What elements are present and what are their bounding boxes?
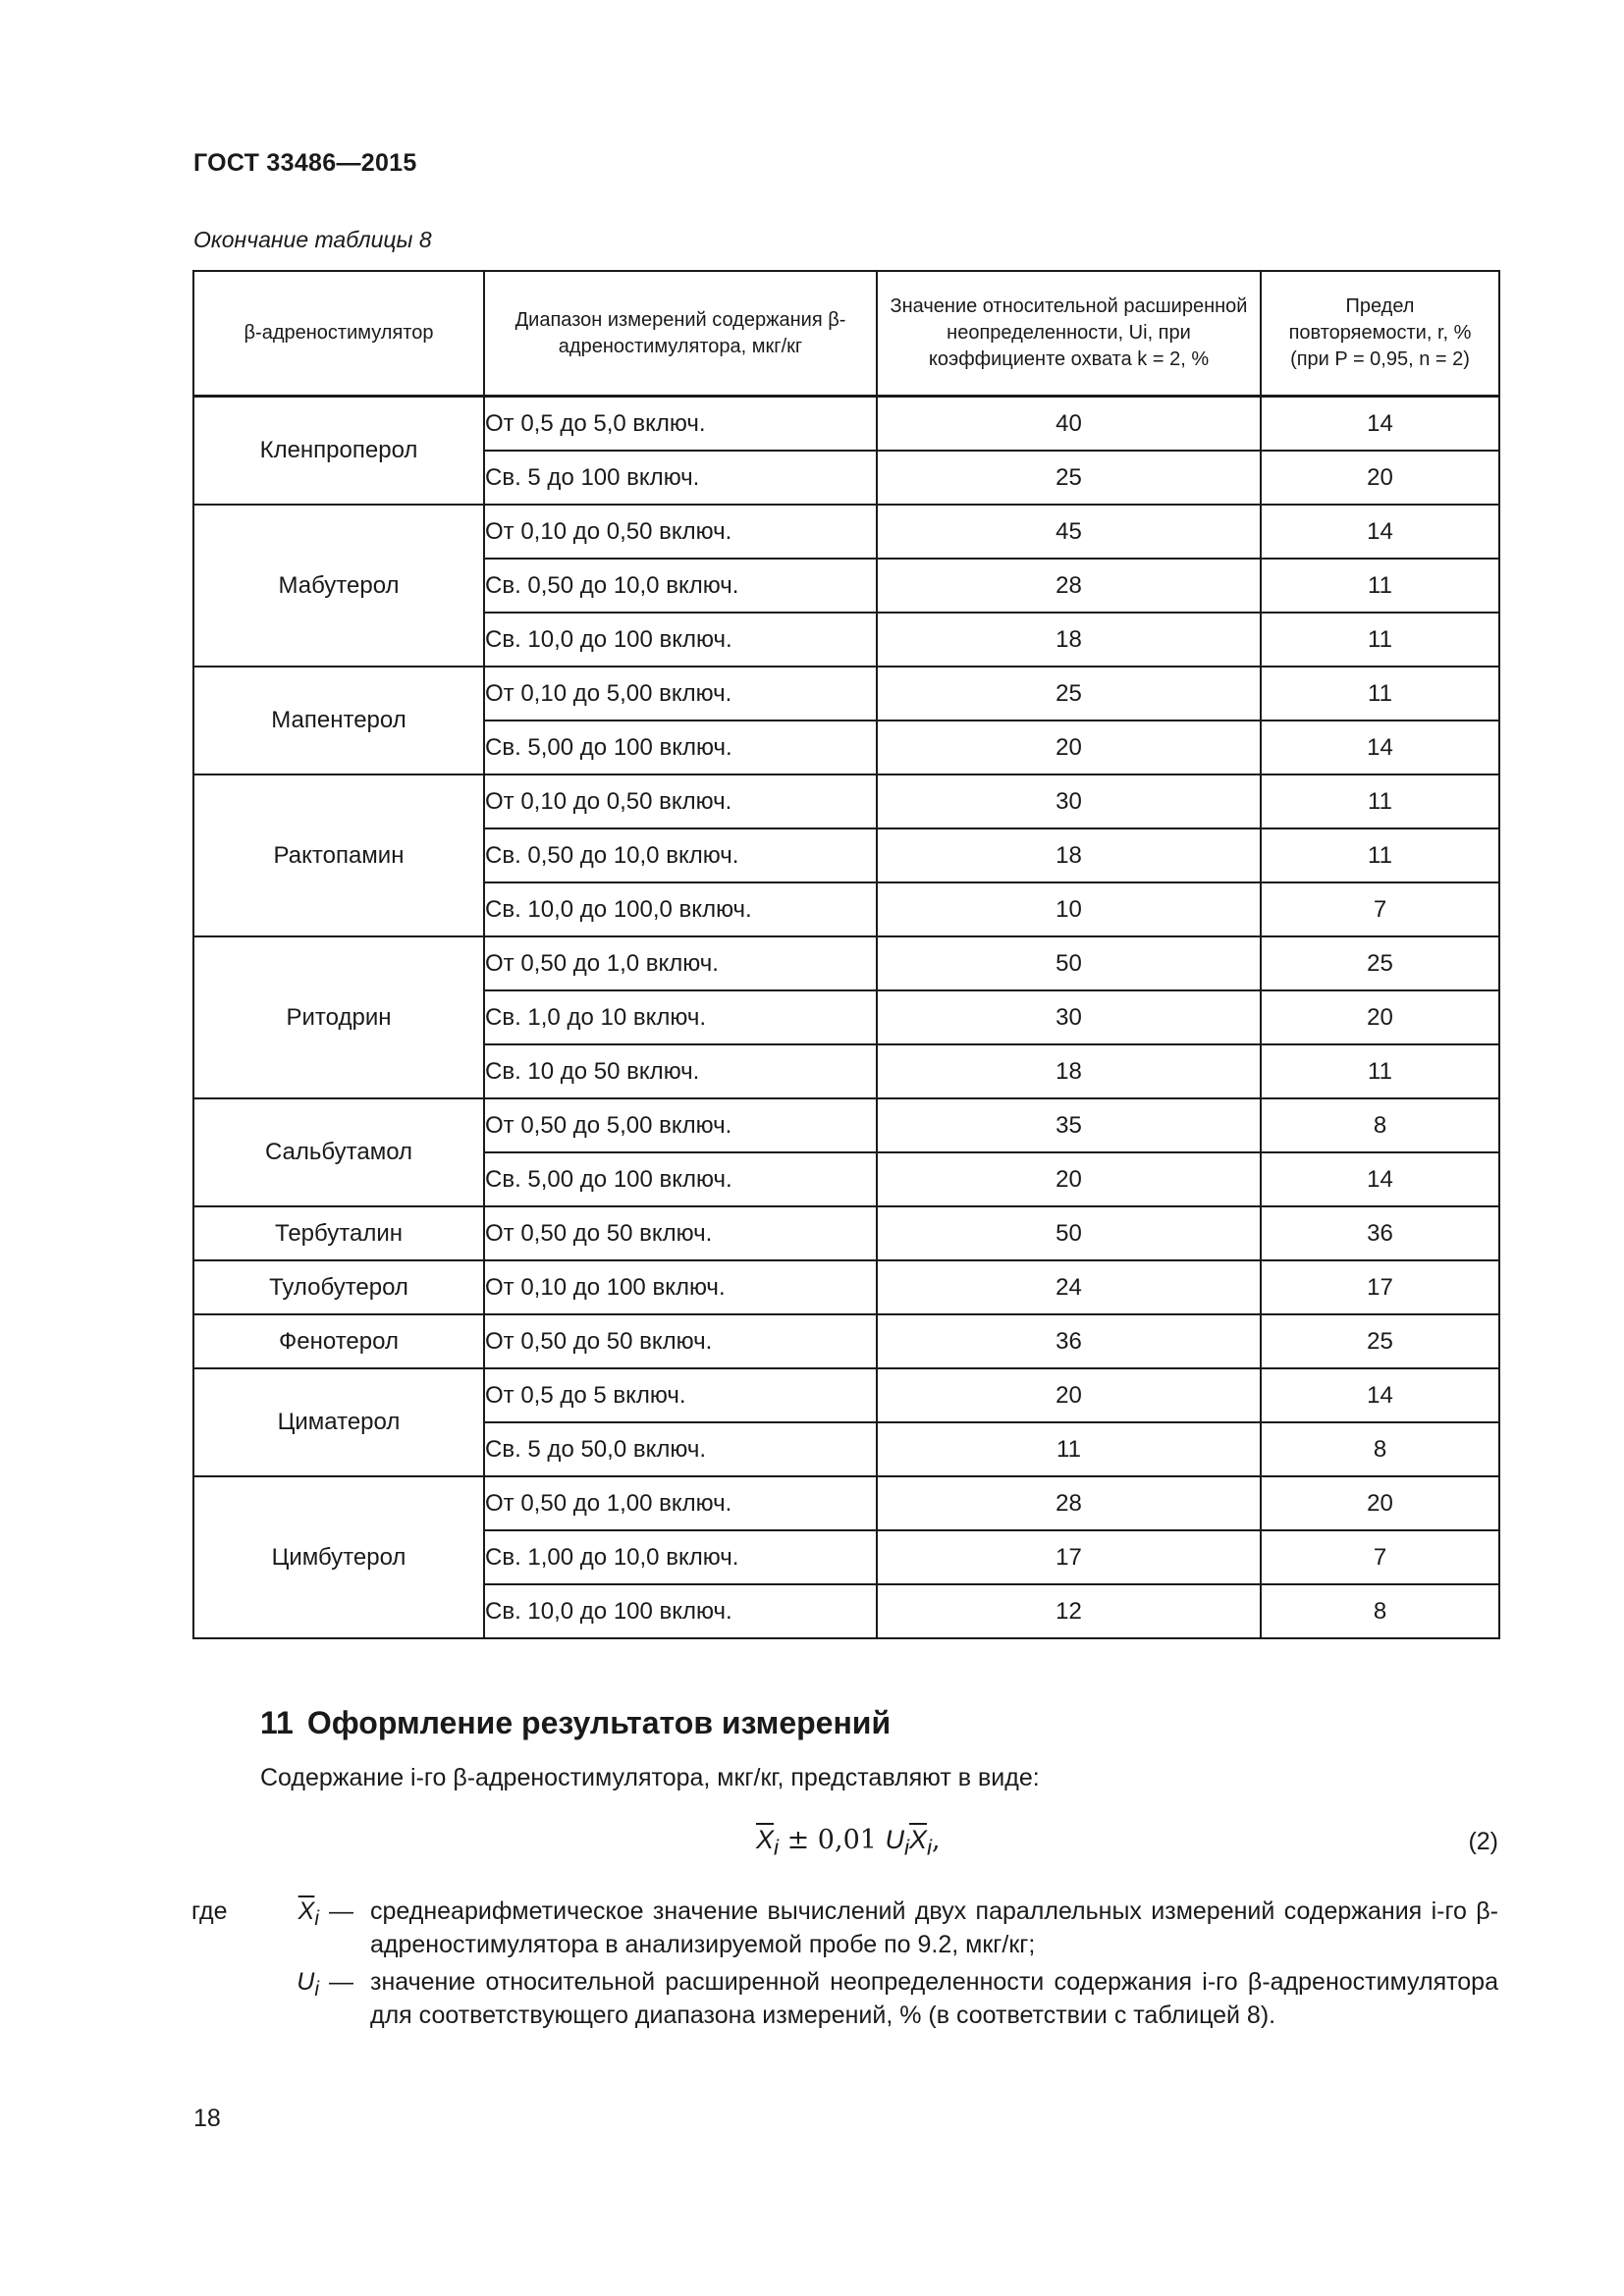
table-row <box>193 667 1499 721</box>
uncertainty-cell: 40 <box>877 397 1261 452</box>
section-number: 11 <box>260 1705 294 1740</box>
formula-comma: , <box>932 1825 941 1855</box>
uncertainty-cell: 18 <box>877 613 1261 667</box>
repeatability-cell: 25 <box>1261 1314 1499 1368</box>
table-row <box>193 1368 1499 1422</box>
substance-cell: Фенотерол <box>193 1314 484 1368</box>
formula-u-subscript: i <box>904 1835 910 1860</box>
table-row <box>193 1476 1499 1530</box>
range-cell: Св. 1,0 до 10 включ. <box>484 990 877 1044</box>
range-cell: Св. 1,00 до 10,0 включ. <box>484 1530 877 1584</box>
repeatability-cell: 36 <box>1261 1206 1499 1260</box>
range-cell: Св. 10,0 до 100 включ. <box>484 1584 877 1638</box>
range-cell: Св. 5 до 100 включ. <box>484 451 877 505</box>
range-cell: Св. 5,00 до 100 включ. <box>484 1152 877 1206</box>
repeatability-cell: 14 <box>1261 397 1499 452</box>
page-number: 18 <box>193 2105 221 2132</box>
uncertainty-cell: 12 <box>877 1584 1261 1638</box>
repeatability-cell: 20 <box>1261 1476 1499 1530</box>
repeatability-cell: 14 <box>1261 1152 1499 1206</box>
table-row <box>193 1098 1499 1152</box>
range-cell: От 0,50 до 50 включ. <box>484 1314 877 1368</box>
table-caption: Окончание таблицы 8 <box>193 227 432 252</box>
uncertainty-cell: 30 <box>877 990 1261 1044</box>
repeatability-cell: 17 <box>1261 1260 1499 1314</box>
repeatability-cell: 20 <box>1261 990 1499 1044</box>
repeatability-cell: 14 <box>1261 505 1499 559</box>
range-cell: От 0,5 до 5 включ. <box>484 1368 877 1422</box>
repeatability-cell: 11 <box>1261 1044 1499 1098</box>
formula-u-symbol: U <box>885 1825 905 1854</box>
table-row <box>193 1260 1499 1314</box>
range-cell: От 0,50 до 1,0 включ. <box>484 936 877 990</box>
uncertainty-cell: 24 <box>877 1260 1261 1314</box>
column-header-substance: β-адреностимулятор <box>193 271 484 397</box>
formula-plus-minus: ± 0,01 <box>779 1825 886 1855</box>
uncertainty-cell: 36 <box>877 1314 1261 1368</box>
substance-cell: Цимбутерол <box>193 1476 484 1638</box>
substance-cell: Циматерол <box>193 1368 484 1476</box>
range-cell: Св. 0,50 до 10,0 включ. <box>484 828 877 882</box>
substance-cell: Сальбутамол <box>193 1098 484 1206</box>
repeatability-cell: 25 <box>1261 936 1499 990</box>
legend-dash: — <box>329 1897 353 1925</box>
repeatability-cell: 7 <box>1261 882 1499 936</box>
uncertainty-cell: 20 <box>877 1152 1261 1206</box>
uncertainty-cell: 20 <box>877 1368 1261 1422</box>
uncertainty-cell: 18 <box>877 1044 1261 1098</box>
table-row <box>193 505 1499 559</box>
repeatability-cell: 14 <box>1261 721 1499 774</box>
repeatability-cell: 20 <box>1261 451 1499 505</box>
formula-mean-subscript: i <box>774 1835 780 1860</box>
range-cell: От 0,50 до 5,00 включ. <box>484 1098 877 1152</box>
range-cell: От 0,10 до 100 включ. <box>484 1260 877 1314</box>
formula-legend <box>191 1895 1498 2036</box>
range-cell: От 0,5 до 5,0 включ. <box>484 397 877 452</box>
range-cell: Св. 10,0 до 100,0 включ. <box>484 882 877 936</box>
range-cell: Св. 5 до 50,0 включ. <box>484 1422 877 1476</box>
column-header-uncertainty: Значение относительной расширенной неопределенности, Ui, при коэффициенте охвата k = 2, % <box>877 271 1261 397</box>
column-header-range: Диапазон измерений содержания β-адреностимулятора, мкг/кг <box>484 271 877 397</box>
table-row <box>193 774 1499 828</box>
legend-symbol-uncertainty: $U_i$ <box>297 1968 319 2001</box>
range-cell: От 0,10 до 0,50 включ. <box>484 774 877 828</box>
uncertainty-cell: 45 <box>877 505 1261 559</box>
table-row <box>193 1314 1499 1368</box>
uncertainty-cell: 35 <box>877 1098 1261 1152</box>
legend-symbol-mean: $\overline{X}_i$ <box>298 1897 319 1930</box>
legend-item-mean <box>191 1895 1498 1961</box>
repeatability-cell: 8 <box>1261 1584 1499 1638</box>
range-cell: Св. 5,00 до 100 включ. <box>484 721 877 774</box>
uncertainty-cell: 50 <box>877 936 1261 990</box>
document-header: ГОСТ 33486—2015 <box>193 149 417 177</box>
legend-item-uncertainty <box>191 1965 1498 2032</box>
substance-cell: Рактопамин <box>193 774 484 936</box>
range-cell: Св. 10 до 50 включ. <box>484 1044 877 1098</box>
formula-mean-subscript-2: i <box>927 1835 933 1860</box>
substance-cell: Ритодрин <box>193 936 484 1098</box>
formula-2 <box>756 1825 941 1860</box>
substance-cell: Тербуталин <box>193 1206 484 1260</box>
uncertainty-cell: 17 <box>877 1530 1261 1584</box>
table-body <box>193 397 1499 1639</box>
uncertainty-cell: 50 <box>877 1206 1261 1260</box>
repeatability-cell: 8 <box>1261 1098 1499 1152</box>
uncertainty-cell: 28 <box>877 559 1261 613</box>
uncertainty-cell: 10 <box>877 882 1261 936</box>
repeatability-cell: 11 <box>1261 774 1499 828</box>
substance-cell: Кленпроперол <box>193 397 484 506</box>
repeatability-cell: 11 <box>1261 613 1499 667</box>
substance-cell: Мапентерол <box>193 667 484 774</box>
repeatability-cell: 7 <box>1261 1530 1499 1584</box>
legend-text-uncertainty: значение относительной расширенной неопределенности содержания i-го β-адреностимулятора для соответствующего диапазона измерений, % (в соответствии с таблицей 8). <box>370 1968 1498 2029</box>
range-cell: От 0,50 до 1,00 включ. <box>484 1476 877 1530</box>
range-cell: Св. 0,50 до 10,0 включ. <box>484 559 877 613</box>
section-heading <box>260 1705 891 1741</box>
formula-mean-symbol: $\overline{X}$ <box>756 1825 775 1854</box>
column-header-repeatability: Предел повторяемости, r, % (при P = 0,95, n = 2) <box>1261 271 1499 397</box>
uncertainty-cell: 20 <box>877 721 1261 774</box>
substance-cell: Мабутерол <box>193 505 484 667</box>
range-cell: От 0,10 до 0,50 включ. <box>484 505 877 559</box>
formula-mean-symbol-2: $\overline{X}$ <box>909 1825 928 1854</box>
uncertainty-cell: 28 <box>877 1476 1261 1530</box>
formula-number: (2) <box>1468 1828 1498 1855</box>
legend-text-mean: среднеарифметическое значение вычислений двух параллельных измерений содержания i-го β-адреностимулятора в анализируемой пробе по 9.2, мкг/кг; <box>370 1897 1498 1958</box>
range-cell: Св. 10,0 до 100 включ. <box>484 613 877 667</box>
range-cell: От 0,10 до 5,00 включ. <box>484 667 877 721</box>
table-row <box>193 1206 1499 1260</box>
uncertainty-cell: 11 <box>877 1422 1261 1476</box>
repeatability-cell: 8 <box>1261 1422 1499 1476</box>
repeatability-cell: 11 <box>1261 667 1499 721</box>
repeatability-cell: 14 <box>1261 1368 1499 1422</box>
table-row <box>193 397 1499 452</box>
uncertainty-cell: 30 <box>877 774 1261 828</box>
table-row <box>193 936 1499 990</box>
legend-dash: — <box>329 1968 353 1996</box>
uncertainty-cell: 25 <box>877 667 1261 721</box>
section-title: Оформление результатов измерений <box>306 1705 892 1740</box>
intro-paragraph: Содержание i-го β-адреностимулятора, мкг/кг, представляют в виде: <box>260 1764 1040 1791</box>
legend-where-label: где <box>191 1897 228 1925</box>
repeatability-cell: 11 <box>1261 559 1499 613</box>
uncertainty-cell: 25 <box>877 451 1261 505</box>
substance-cell: Тулобутерол <box>193 1260 484 1314</box>
range-cell: От 0,50 до 50 включ. <box>484 1206 877 1260</box>
uncertainty-table <box>192 270 1500 1639</box>
repeatability-cell: 11 <box>1261 828 1499 882</box>
table-header-row <box>193 271 1499 397</box>
uncertainty-cell: 18 <box>877 828 1261 882</box>
